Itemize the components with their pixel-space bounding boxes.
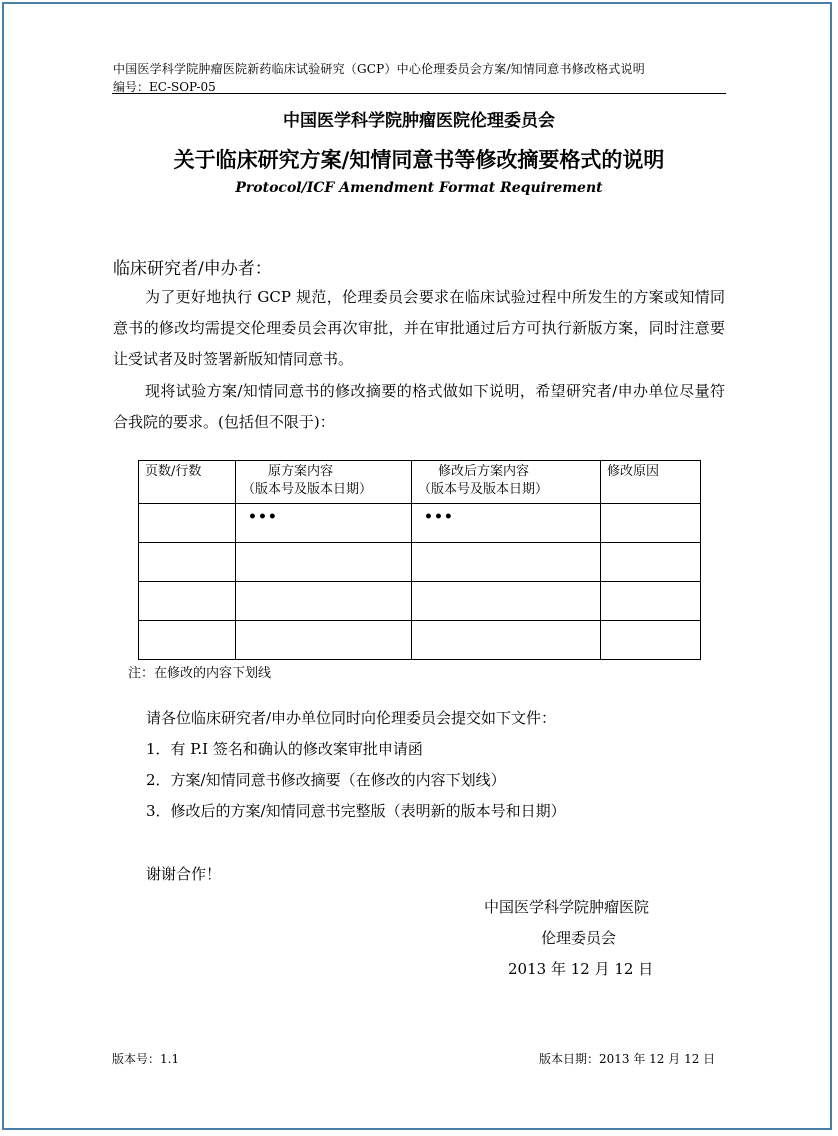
header-divider: [112, 93, 726, 94]
header-page-line-label: 页数/行数: [145, 464, 202, 479]
table-row: [139, 504, 701, 543]
document-header-title: 中国医学科学院肿瘤医院新药临床试验研究（GCP）中心伦理委员会方案/知情同意书修改格式说明: [113, 62, 645, 76]
table-cell: [412, 543, 601, 582]
requirement-item-2: 2．方案/知情同意书修改摘要（在修改的内容下划线）: [146, 771, 506, 789]
table-cell: [139, 621, 236, 660]
signature-date: 2013 年 12 月 12 日: [508, 960, 654, 978]
table-cell: [139, 543, 236, 582]
table-cell: [601, 543, 701, 582]
footer-version-date: 版本日期：2013 年 12 月 12 日: [539, 1052, 716, 1066]
table-row: [139, 582, 701, 621]
page-title: 关于临床研究方案/知情同意书等修改摘要格式的说明: [173, 147, 665, 172]
table-row: [139, 621, 701, 660]
header-original-sub: （版本号及版本日期）: [242, 482, 373, 497]
table-note: 注：在修改的内容下划线: [128, 666, 272, 681]
header-original-label: 原方案内容: [268, 464, 334, 479]
table-cell: [236, 543, 412, 582]
header-page-line: [139, 461, 236, 504]
signature-organization: 中国医学科学院肿瘤医院: [484, 898, 650, 916]
amendment-table: [138, 460, 701, 660]
header-reason-label: 修改原因: [607, 464, 660, 479]
table-cell: [139, 582, 236, 621]
table-cell: [236, 582, 412, 621]
table-header-row: [139, 461, 701, 504]
table-cell: [601, 582, 701, 621]
table-cell: [139, 504, 236, 543]
header-reason: [601, 461, 701, 504]
footer-version: 版本号：1.1: [112, 1052, 180, 1066]
table-cell: [601, 504, 701, 543]
requirement-item-3: 3．修改后的方案/知情同意书完整版（表明新的版本号和日期）: [146, 802, 566, 820]
table-cell: [412, 621, 601, 660]
header-revised-label: 修改后方案内容: [438, 464, 530, 479]
ellipsis-revised: •••: [424, 509, 454, 525]
closing-thanks: 谢谢合作！: [146, 865, 222, 883]
header-revised: [412, 461, 601, 504]
organization-title: 中国医学科学院肿瘤医院伦理委员会: [283, 111, 555, 131]
ellipsis-original: •••: [248, 509, 278, 525]
paragraph-intro: 为了更好地执行 GCP 规范，伦理委员会要求在临床试验过程中所发生的方案或知情同意书的修改均需提交伦理委员会再次审批，并在审批通过后方可执行新版方案，同时注意要让受试者及时签署新版知情同意书。: [113, 288, 725, 368]
header-revised-sub: （版本号及版本日期）: [418, 482, 549, 497]
document-number: 编号：EC-SOP-05: [113, 80, 216, 94]
salutation: 临床研究者/申办者：: [113, 259, 272, 279]
header-original: [236, 461, 412, 504]
paragraph-format: 现将试验方案/知情同意书的修改摘要的格式做如下说明，希望研究者/申办单位尽量符合我院的要求。(包括但不限于)：: [113, 382, 725, 431]
english-subtitle: Protocol/ICF Amendment Format Requirement: [235, 180, 603, 196]
table-cell: [601, 621, 701, 660]
table-cell: [236, 621, 412, 660]
requirements-intro: 请各位临床研究者/申办单位同时向伦理委员会提交如下文件：: [146, 709, 557, 727]
table-cell: [236, 504, 412, 543]
table-row: [139, 543, 701, 582]
table-cell: [412, 504, 601, 543]
requirement-item-1: 1．有 P.I 签名和确认的修改案审批申请函: [146, 740, 423, 758]
signature-committee: 伦理委员会: [541, 929, 617, 947]
table-cell: [412, 582, 601, 621]
